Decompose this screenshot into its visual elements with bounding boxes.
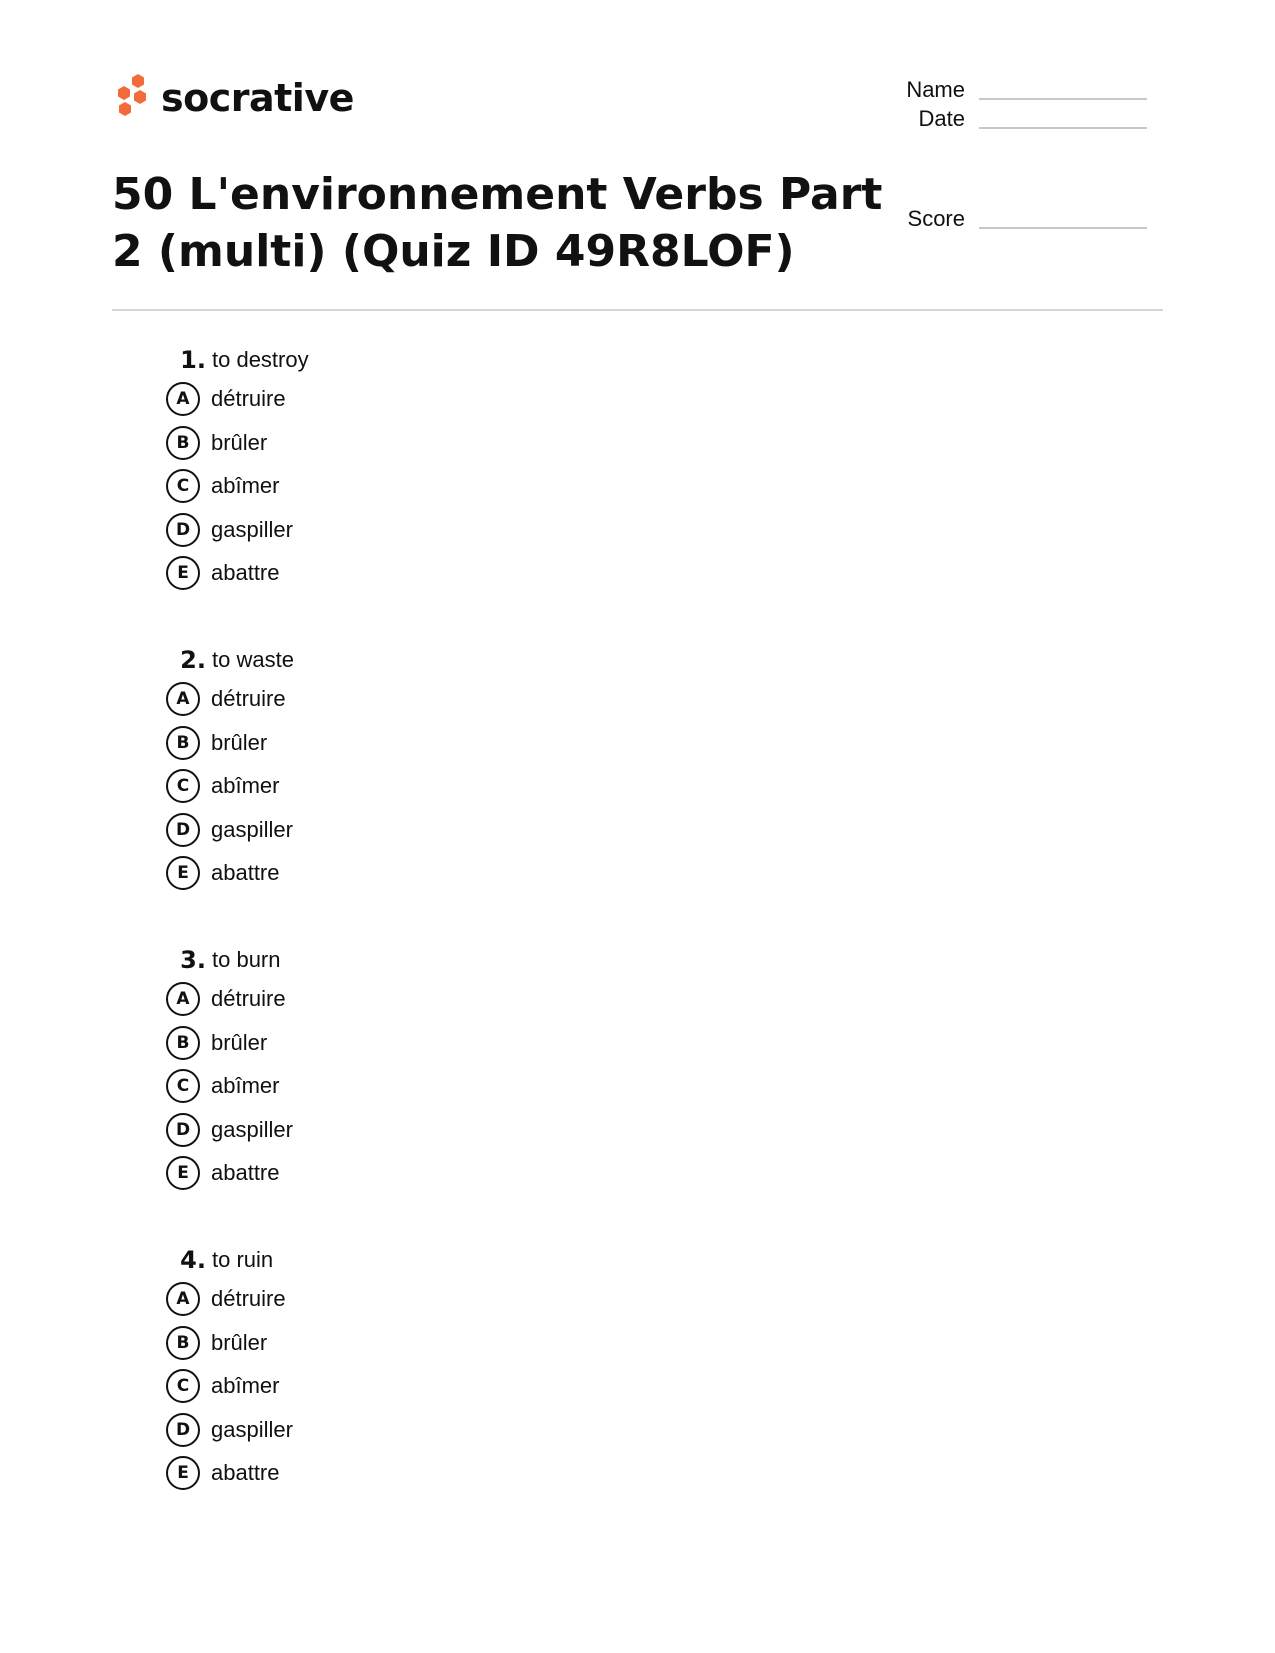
option-text: brûler — [211, 730, 268, 755]
name-field[interactable] — [845, 77, 1147, 103]
option-a[interactable] — [166, 982, 286, 1016]
answer-bubble-e[interactable]: E — [166, 556, 200, 590]
date-field[interactable] — [845, 106, 1147, 132]
option-text: détruire — [211, 386, 286, 411]
answer-bubble-e[interactable]: E — [166, 1456, 200, 1490]
option-text: gaspiller — [211, 817, 293, 842]
option-text: gaspiller — [211, 1417, 293, 1442]
name-line[interactable] — [979, 97, 1147, 100]
option-text: abîmer — [211, 1073, 280, 1098]
option-text: abattre — [211, 1160, 280, 1185]
question-prompt: to waste — [212, 647, 294, 672]
option-text: abîmer — [211, 773, 280, 798]
question-number: 2. — [180, 646, 206, 674]
score-field[interactable] — [845, 206, 1147, 232]
page-title: 50 L'environnement Verbs Part 2 (multi) (Quiz ID 49R8LOF) — [112, 169, 883, 277]
name-label: Name — [906, 77, 965, 102]
answer-bubble-b[interactable]: B — [166, 726, 200, 760]
question-prompt: to ruin — [212, 1247, 274, 1272]
option-c[interactable] — [166, 469, 279, 503]
question-header — [160, 1244, 760, 1276]
question-4 — [160, 1244, 760, 1485]
question-header — [160, 944, 760, 976]
answer-bubble-c[interactable]: C — [166, 1369, 200, 1403]
answer-bubble-d[interactable]: D — [166, 1113, 200, 1147]
question-prompt: to destroy — [212, 347, 309, 372]
option-text: brûler — [211, 1330, 268, 1355]
option-text: brûler — [211, 430, 268, 455]
question-header — [160, 644, 760, 676]
option-c[interactable] — [166, 1069, 279, 1103]
question-number: 1. — [180, 346, 206, 374]
answer-bubble-a[interactable]: A — [166, 982, 200, 1016]
score-line[interactable] — [979, 226, 1147, 229]
score-label: Score — [907, 206, 965, 231]
option-a[interactable] — [166, 382, 286, 416]
option-b[interactable] — [166, 426, 267, 460]
option-e[interactable] — [166, 856, 280, 890]
option-text: détruire — [211, 1286, 286, 1311]
date-line[interactable] — [979, 126, 1147, 129]
option-text: gaspiller — [211, 517, 293, 542]
option-d[interactable] — [166, 513, 293, 547]
answer-bubble-a[interactable]: A — [166, 1282, 200, 1316]
option-d[interactable] — [166, 813, 293, 847]
option-a[interactable] — [166, 1282, 286, 1316]
option-b[interactable] — [166, 726, 267, 760]
option-text: abattre — [211, 560, 280, 585]
option-b[interactable] — [166, 1026, 267, 1060]
answer-bubble-c[interactable]: C — [166, 469, 200, 503]
option-text: détruire — [211, 986, 286, 1011]
question-3 — [160, 944, 760, 1185]
answer-bubble-d[interactable]: D — [166, 813, 200, 847]
option-text: brûler — [211, 1030, 268, 1055]
socrative-logo — [112, 72, 354, 124]
question-number: 4. — [180, 1246, 206, 1274]
answer-bubble-b[interactable]: B — [166, 1326, 200, 1360]
option-e[interactable] — [166, 1456, 280, 1490]
answer-bubble-c[interactable]: C — [166, 769, 200, 803]
answer-bubble-b[interactable]: B — [166, 1026, 200, 1060]
header-divider — [112, 309, 1163, 311]
option-text: abattre — [211, 1460, 280, 1485]
answer-bubble-e[interactable]: E — [166, 856, 200, 890]
option-c[interactable] — [166, 769, 279, 803]
question-prompt: to burn — [212, 947, 281, 972]
option-text: abîmer — [211, 1373, 280, 1398]
answer-bubble-a[interactable]: A — [166, 682, 200, 716]
answer-bubble-d[interactable]: D — [166, 513, 200, 547]
option-e[interactable] — [166, 556, 280, 590]
answer-bubble-e[interactable]: E — [166, 1156, 200, 1190]
answer-bubble-a[interactable]: A — [166, 382, 200, 416]
option-e[interactable] — [166, 1156, 280, 1190]
option-text: abîmer — [211, 473, 280, 498]
hexagon-cluster-icon — [112, 72, 152, 124]
logo-wordmark: socrative — [161, 76, 354, 120]
option-text: abattre — [211, 860, 280, 885]
option-d[interactable] — [166, 1413, 293, 1447]
question-number: 3. — [180, 946, 206, 974]
answer-bubble-d[interactable]: D — [166, 1413, 200, 1447]
option-c[interactable] — [166, 1369, 279, 1403]
answer-bubble-c[interactable]: C — [166, 1069, 200, 1103]
option-a[interactable] — [166, 682, 286, 716]
option-text: gaspiller — [211, 1117, 293, 1142]
option-b[interactable] — [166, 1326, 267, 1360]
answer-bubble-b[interactable]: B — [166, 426, 200, 460]
option-d[interactable] — [166, 1113, 293, 1147]
question-2 — [160, 644, 760, 885]
date-label: Date — [918, 106, 965, 131]
option-text: détruire — [211, 686, 286, 711]
question-header — [160, 344, 760, 376]
question-1 — [160, 344, 760, 585]
